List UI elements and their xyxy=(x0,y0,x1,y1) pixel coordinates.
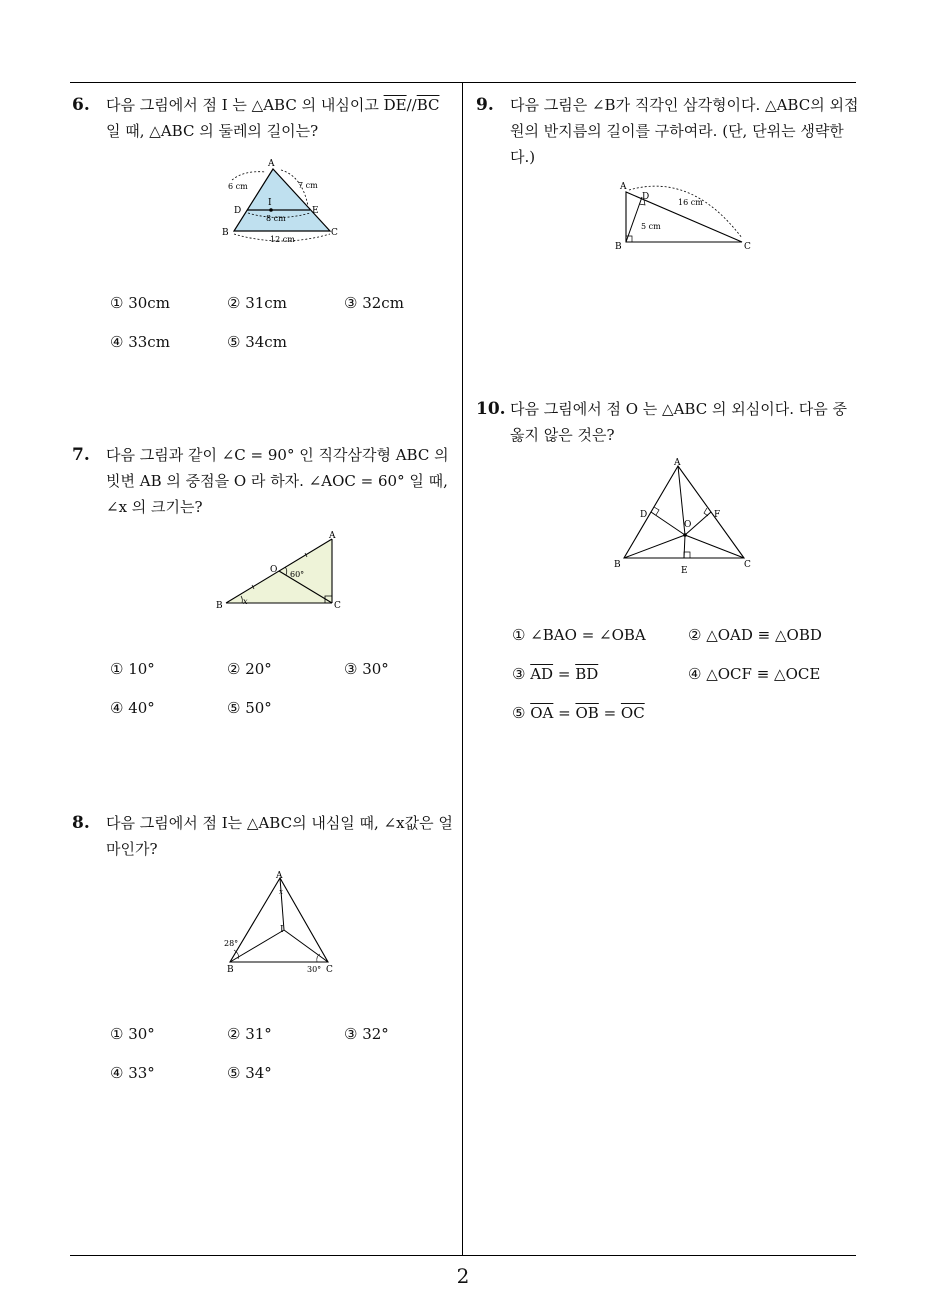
angle-x: x xyxy=(243,597,248,606)
angle-aoc: 60° xyxy=(290,570,305,579)
label-e: E xyxy=(312,206,319,216)
label-i: I xyxy=(280,925,284,935)
choice-5[interactable]: ⑤ $\overline{OA} = \overline{OB} = \overline{OC}$ xyxy=(512,704,645,722)
length-ad: 6 cm xyxy=(228,182,248,191)
label-c: C xyxy=(326,965,333,975)
question-8 xyxy=(72,810,458,862)
question-text: 다음 그림에서 점 I는 △ABC의 내심일 때, ∠x값은 얼마인가? xyxy=(106,814,453,858)
question-number: 8. xyxy=(72,813,90,833)
top-rule xyxy=(70,82,856,83)
choice-3[interactable]: ③ 32° xyxy=(344,1025,389,1043)
label-c: C xyxy=(334,601,341,611)
label-c: C xyxy=(744,560,751,570)
choice-1[interactable]: ① ∠BAO = ∠OBA xyxy=(512,626,646,644)
question-number: 9. xyxy=(476,95,494,115)
question-9 xyxy=(476,92,862,170)
label-b: B xyxy=(222,228,229,238)
question-6 xyxy=(72,92,458,144)
question-number: 6. xyxy=(72,95,90,115)
length-ae: 7 cm xyxy=(298,181,318,190)
length-bc: 12 cm xyxy=(270,235,295,244)
question-number: 7. xyxy=(72,445,90,465)
label-e: E xyxy=(681,566,688,576)
label-d: D xyxy=(640,510,648,520)
choice-3[interactable]: ③ 32cm xyxy=(344,294,404,312)
choice-3[interactable]: ③ 30° xyxy=(344,660,389,678)
choice-2[interactable]: ② 31cm xyxy=(227,294,287,312)
choice-1[interactable]: ① 30° xyxy=(110,1025,155,1043)
choice-1[interactable]: ① 10° xyxy=(110,660,155,678)
label-a: A xyxy=(674,458,681,468)
angle-x: x xyxy=(279,888,283,896)
label-f: F xyxy=(714,510,721,520)
q8-figure xyxy=(220,870,340,976)
choice-2[interactable]: ② 20° xyxy=(227,660,272,678)
length-ac: 16 cm xyxy=(678,198,703,207)
choice-4[interactable]: ④ △OCF ≡ △OCE xyxy=(688,665,821,683)
label-a: A xyxy=(620,182,627,192)
length-bd: 5 cm xyxy=(641,222,661,231)
choice-4[interactable]: ④ 33cm xyxy=(110,333,170,351)
angle-c: 30° xyxy=(307,965,322,974)
angle-b: 28° xyxy=(224,939,239,948)
q10-figure xyxy=(608,454,758,578)
question-text: 다음 그림은 ∠B가 직각인 삼각형이다. △ABC의 외접원의 반지름의 길이를 구하여라. (단, 단위는 생략한다.) xyxy=(510,96,859,166)
choice-5[interactable]: ⑤ 34° xyxy=(227,1064,272,1082)
choice-1[interactable]: ① 30cm xyxy=(110,294,170,312)
question-10 xyxy=(476,396,862,448)
label-a: A xyxy=(329,531,336,541)
choice-4[interactable]: ④ 33° xyxy=(110,1064,155,1082)
choice-2[interactable]: ② △OAD ≡ △OBD xyxy=(688,626,822,644)
label-c: C xyxy=(744,242,751,252)
label-i: I xyxy=(268,198,272,208)
question-text: 다음 그림과 같이 ∠C = 90° 인 직각삼각형 ABC 의 빗변 AB 의 중점을 O 라 하자. ∠AOC = 60° 일 때, ∠x 의 크기는? xyxy=(106,446,449,516)
q7-figure xyxy=(212,530,348,614)
label-d: D xyxy=(642,192,650,202)
choice-3[interactable]: ③ $\overline{AD} = \overline{BD}$ xyxy=(512,665,599,683)
question-text: 다음 그림에서 점 I 는 △ABC 의 내심이고 $\overline{DE}//\overline{BC}$ 일 때, △ABC 의 둘레의 길이는? xyxy=(106,96,440,140)
question-7 xyxy=(72,442,458,520)
label-a: A xyxy=(268,159,275,169)
length-de: 8 cm xyxy=(266,214,286,223)
column-divider xyxy=(462,82,463,1255)
choice-5[interactable]: ⑤ 50° xyxy=(227,699,272,717)
label-o: O xyxy=(270,565,278,575)
label-b: B xyxy=(614,560,621,570)
bottom-rule xyxy=(70,1255,856,1256)
q6-figure xyxy=(218,156,348,248)
choice-5[interactable]: ⑤ 34cm xyxy=(227,333,287,351)
question-number: 10. xyxy=(476,399,506,419)
label-b: B xyxy=(227,965,234,975)
q9-figure xyxy=(612,178,758,252)
page-number: 2 xyxy=(456,1264,470,1288)
label-d: D xyxy=(234,206,242,216)
label-c: C xyxy=(331,228,338,238)
question-text: 다음 그림에서 점 O 는 △ABC 의 외심이다. 다음 중 옳지 않은 것은? xyxy=(510,400,847,444)
label-b: B xyxy=(615,242,622,252)
label-b: B xyxy=(216,601,223,611)
choice-4[interactable]: ④ 40° xyxy=(110,699,155,717)
label-o: O xyxy=(684,520,692,530)
choice-2[interactable]: ② 31° xyxy=(227,1025,272,1043)
label-a: A xyxy=(276,871,283,881)
